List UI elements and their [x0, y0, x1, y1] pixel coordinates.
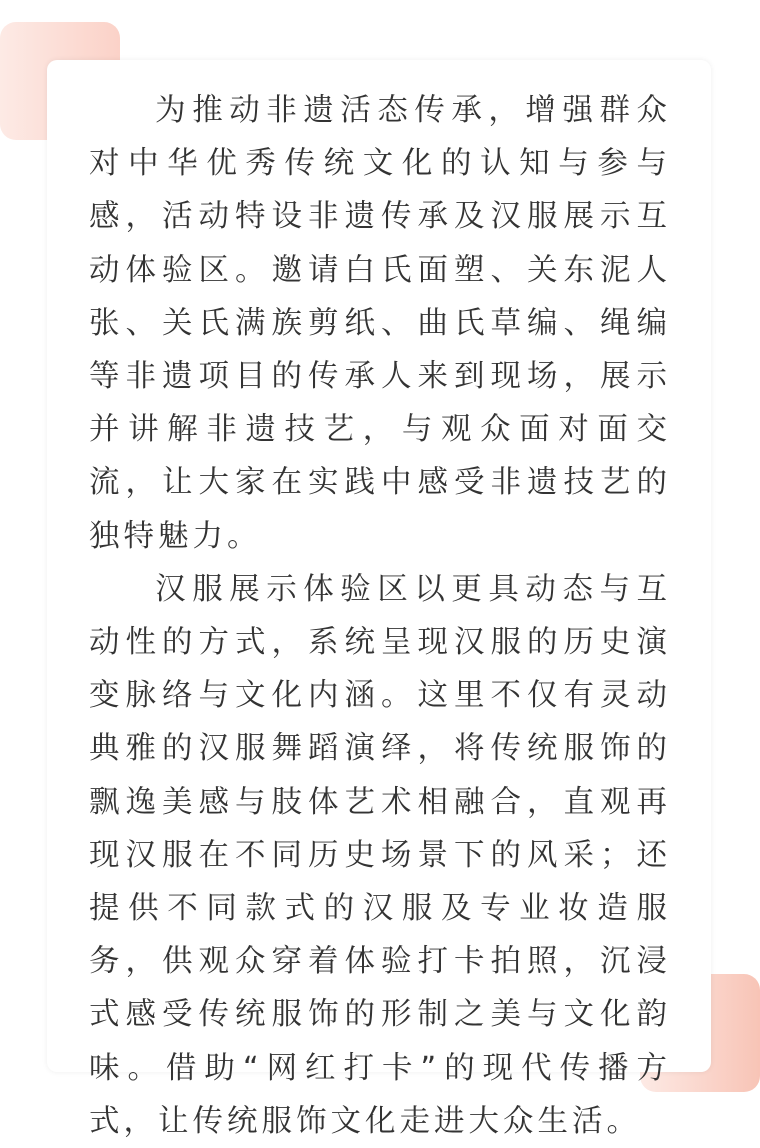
article-card	[47, 60, 711, 1139]
paragraph-intangible-heritage: 为推动非遗活态传承，增强群众对中华优秀传统文化的认知与参与感，活动特设非遗传承及汉服展示互动体验区。邀请白氏面塑、关东泥人张、关氏满族剪纸、曲氏草编、绳编等非遗项目的传承人来到现场，展示并讲解非遗技艺，与观众面对面交流，让大家在实践中感受非遗技艺的独特魅力。	[89, 93, 671, 554]
paragraph-hanfu-experience: 汉服展示体验区以更具动态与互动性的方式，系统呈现汉服的历史演变脉络与文化内涵。这里不仅有灵动典雅的汉服舞蹈演绎，将传统服饰的飘逸美感与肢体艺术相融合，直观再现汉服在不同历史场景下的风采；还提供不同款式的汉服及专业妆造服务，供观众穿着体验打卡拍照，沉浸式感受传统服饰的形制之美与文化韵味。借助“网红打卡”的现代传播方式，让传统服饰文化走进大众生活。	[89, 571, 671, 1139]
